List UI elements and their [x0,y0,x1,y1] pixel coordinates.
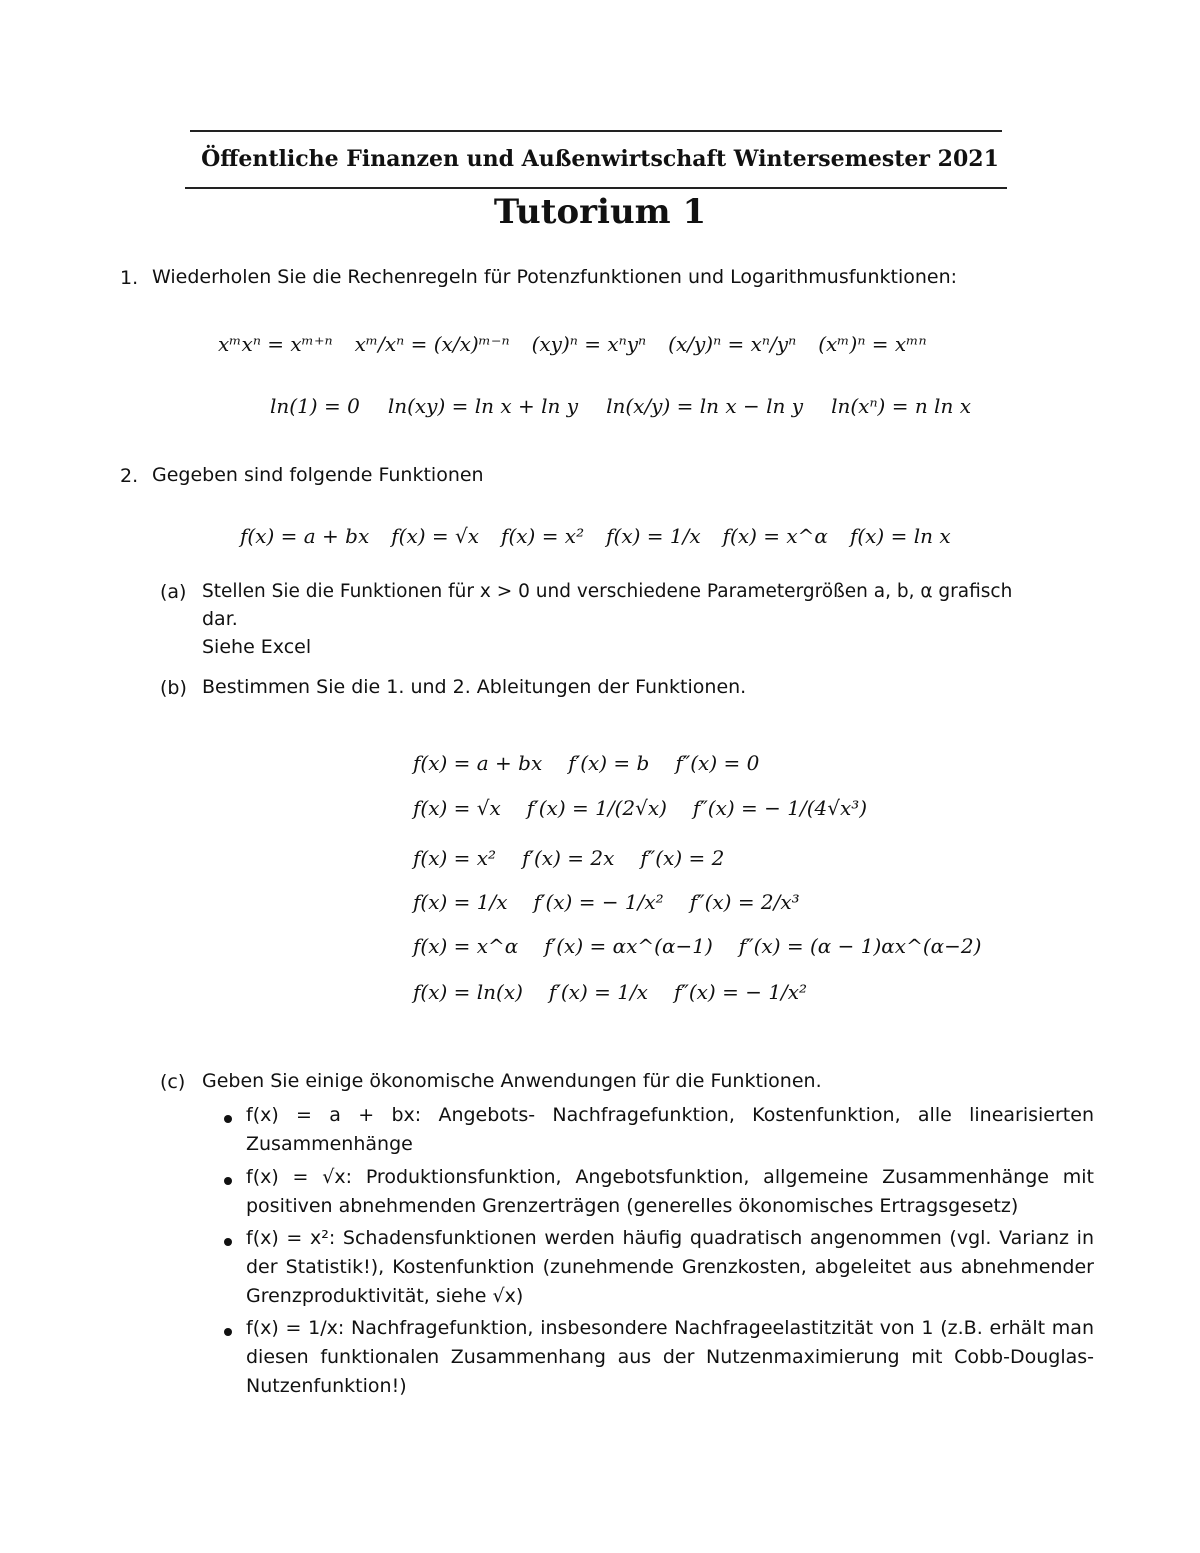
deriv-second: f″(x) = 0 [675,751,760,775]
fn-sqrt: f(x) = √x [391,524,480,548]
course-header: Öffentliche Finanzen und Außenwirtschaft Wintersemester 2021 [201,146,999,172]
derivative-row [413,836,750,880]
q1-number: 1. [120,267,139,289]
q2b-label: (b) [160,677,187,699]
rule-ln-quotient: ln(x/y) = ln x − ln y [606,394,804,418]
deriv-second: f″(x) = − 1/(4√x³) [692,796,868,820]
q2a-line2: dar. [202,608,238,630]
q2b-text: Bestimmen Sie die 1. und 2. Ableitungen der Funktionen. [202,676,747,698]
deriv-first: f′(x) = b [568,751,650,775]
q2-number: 2. [120,465,139,487]
q2-text: Gegeben sind folgende Funktionen [152,464,484,486]
rule-product: xᵐxⁿ = xᵐ⁺ⁿ [218,332,333,356]
bullet-dot [224,1115,232,1123]
derivative-row [413,786,893,830]
fn-reciprocal: f(x) = 1/x [606,524,701,548]
deriv-fn: f(x) = 1/x [413,890,508,914]
deriv-first: f′(x) = − 1/x² [533,890,664,914]
q2a-line1: Stellen Sie die Funktionen für x > 0 und verschiedene Parametergrößen a, b, α grafisch [202,581,1013,602]
deriv-fn: f(x) = x² [413,846,497,870]
fn-log: f(x) = ln x [849,524,951,548]
deriv-first: f′(x) = 1/(2√x) [526,796,667,820]
bullet-item: f(x) = 1/x: Nachfragefunktion, insbesondere Nachfrageelastitzität von 1 (z.B. erhält man diesen funktionalen Zusammenhang aus der Nutzenmaximierung mit Cobb-Douglas-Nutzenfunktion!) [246,1317,1094,1397]
bullet-item: f(x) = √x: Produktionsfunktion, Angebotsfunktion, allgemeine Zusammenhänge mit positiven abnehmenden Grenzerträgen (generelles ökonomisches Ertragsgesetz) [246,1166,1094,1217]
q2c-text: Geben Sie einige ökonomische Anwendungen für die Funktionen. [202,1070,822,1092]
deriv-second: f″(x) = 2/x³ [689,890,800,914]
deriv-first: f′(x) = αx^(α−1) [544,934,713,958]
deriv-fn: f(x) = √x [413,796,501,820]
bullet-item: f(x) = a + bx: Angebots- Nachfragefunktion, Kostenfunktion, alle linearisierten Zusammenhänge [246,1104,1094,1155]
header-rule-bottom [185,187,1007,189]
deriv-second: f″(x) = − 1/x² [673,980,808,1004]
rule-ln-one: ln(1) = 0 [270,394,360,418]
rule-product-power: (xy)ⁿ = xⁿyⁿ [531,332,647,356]
page-title: Tutorium 1 [493,192,707,232]
q1-text: Wiederholen Sie die Rechenregeln für Potenzfunktionen und Logarithmusfunktionen: [152,266,958,288]
derivative-row [413,880,826,924]
bullet-dot [224,1238,232,1246]
fn-linear: f(x) = a + bx [240,524,370,548]
rule-ln-product: ln(xy) = ln x + ln y [387,394,579,418]
q1-rules-row1 [218,314,988,374]
deriv-second: f″(x) = (α − 1)αx^(α−2) [738,934,982,958]
deriv-fn: f(x) = x^α [413,934,519,958]
derivative-row [413,970,833,1014]
q2a-label: (a) [160,581,187,603]
deriv-fn: f(x) = a + bx [413,751,543,775]
rule-ln-power: ln(xⁿ) = n ln x [831,394,971,418]
deriv-fn: f(x) = ln(x) [413,980,523,1004]
bullet-dot [224,1177,232,1185]
q2-functions [240,510,1010,562]
derivative-row [413,924,1007,968]
derivative-row [413,741,785,785]
deriv-first: f′(x) = 2x [522,846,615,870]
fn-power: f(x) = x^α [722,524,828,548]
header-rule-top [190,130,1002,132]
rule-quotient-power: (x/y)ⁿ = xⁿ/yⁿ [668,332,797,356]
q2a-line3: Siehe Excel [202,636,312,658]
rule-quotient: xᵐ/xⁿ = (x/x)ᵐ⁻ⁿ [354,332,510,356]
q1-rules-row2 [270,376,990,436]
bullet-dot [224,1328,232,1336]
deriv-second: f″(x) = 2 [640,846,725,870]
q2c-label: (c) [160,1071,186,1093]
deriv-first: f′(x) = 1/x [548,980,648,1004]
fn-square: f(x) = x² [501,524,585,548]
rule-power-power: (xᵐ)ⁿ = xᵐⁿ [818,332,927,356]
bullet-item: f(x) = x²: Schadensfunktionen werden häufig quadratisch angenommen (vgl. Varianz in der Statistik!), Kostenfunktion (zunehmende Grenzkosten, abgeleitet aus abnehmender Grenzproduktivität, siehe √x) [246,1227,1094,1307]
